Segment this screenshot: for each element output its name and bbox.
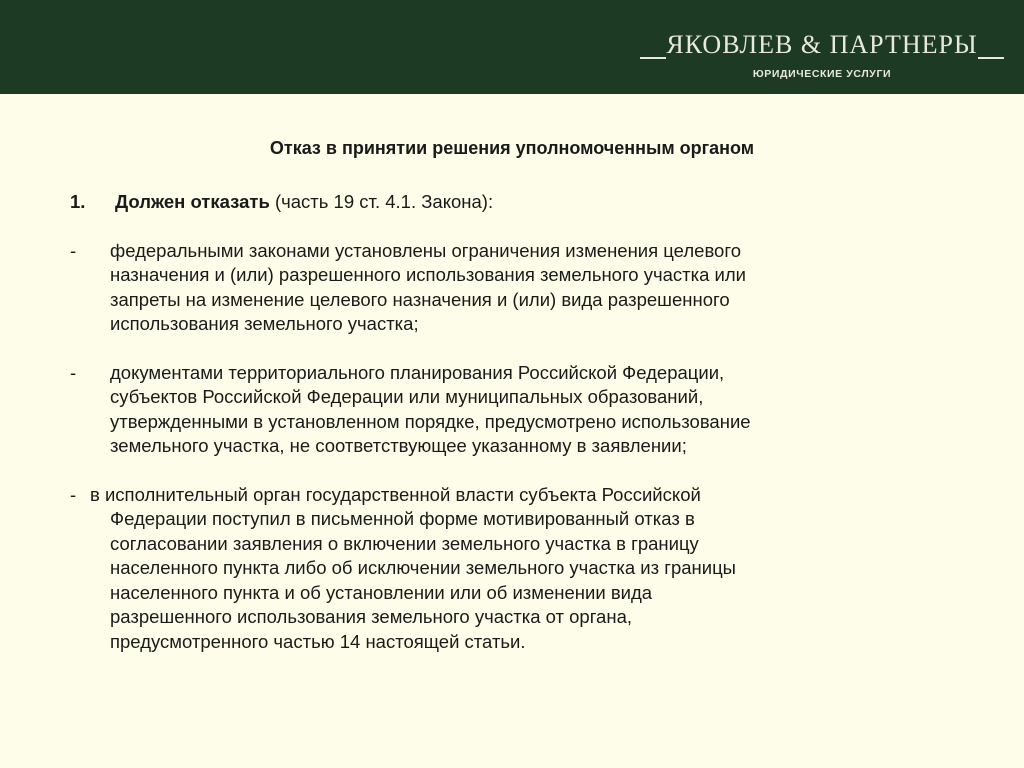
logo-name: ЯКОВЛЕВ & ПАРТНЕРЫ <box>666 30 978 59</box>
numbered-heading <box>70 190 950 215</box>
list-item <box>70 361 950 459</box>
list-item <box>70 239 950 337</box>
item-line: использования земельного участка; <box>110 313 419 334</box>
item-line: документами территориального планирования Российской Федерации, <box>110 361 725 383</box>
item-line: запреты на изменение целевого назначения и (или) вида разрешенного <box>110 288 730 310</box>
item-line: в исполнительный орган государственной власти субъекта Российской <box>90 483 701 505</box>
item-line: субъектов Российской Федерации или муниципальных образований, <box>110 386 704 407</box>
item-line: согласовании заявления о включении земельного участка в границу <box>110 532 699 554</box>
item-line: федеральными законами установлены ограничения изменения целевого <box>110 239 741 261</box>
list-number: 1. <box>70 191 86 212</box>
list-item <box>70 483 950 655</box>
list-dash: - <box>70 361 77 383</box>
list-dash: - <box>70 483 77 505</box>
item-line: предусмотренного частью 14 настоящей статьи. <box>110 630 526 652</box>
item-line: населенного пункта либо об исключении земельного участка из границы <box>110 557 736 578</box>
item-line: Федерации поступил в письменной форме мотивированный отказ в <box>110 508 695 529</box>
item-line: разрешенного использования земельного участка от органа, <box>110 606 632 627</box>
header-bar <box>0 0 1024 94</box>
slide-body <box>70 190 950 678</box>
company-logo <box>640 28 1004 84</box>
item-line: населенного пункта и об установлении или об изменении вида <box>110 581 653 603</box>
logo-subtitle: ЮРИДИЧЕСКИЕ УСЛУГИ <box>752 68 892 80</box>
list-dash: - <box>70 239 77 261</box>
item-line: утвержденными в установленном порядке, предусмотрено использование <box>110 410 751 432</box>
heading-rest: (часть 19 ст. 4.1. Закона): <box>269 191 494 212</box>
item-line: земельного участка, не соответствующее указанному в заявлении; <box>110 435 687 456</box>
item-line: назначения и (или) разрешенного использования земельного участка или <box>110 264 747 285</box>
logo-right-rule <box>978 57 1004 59</box>
slide-title: Отказ в принятии решения уполномоченным органом <box>269 138 755 158</box>
heading-strong: Должен отказать <box>115 191 270 212</box>
